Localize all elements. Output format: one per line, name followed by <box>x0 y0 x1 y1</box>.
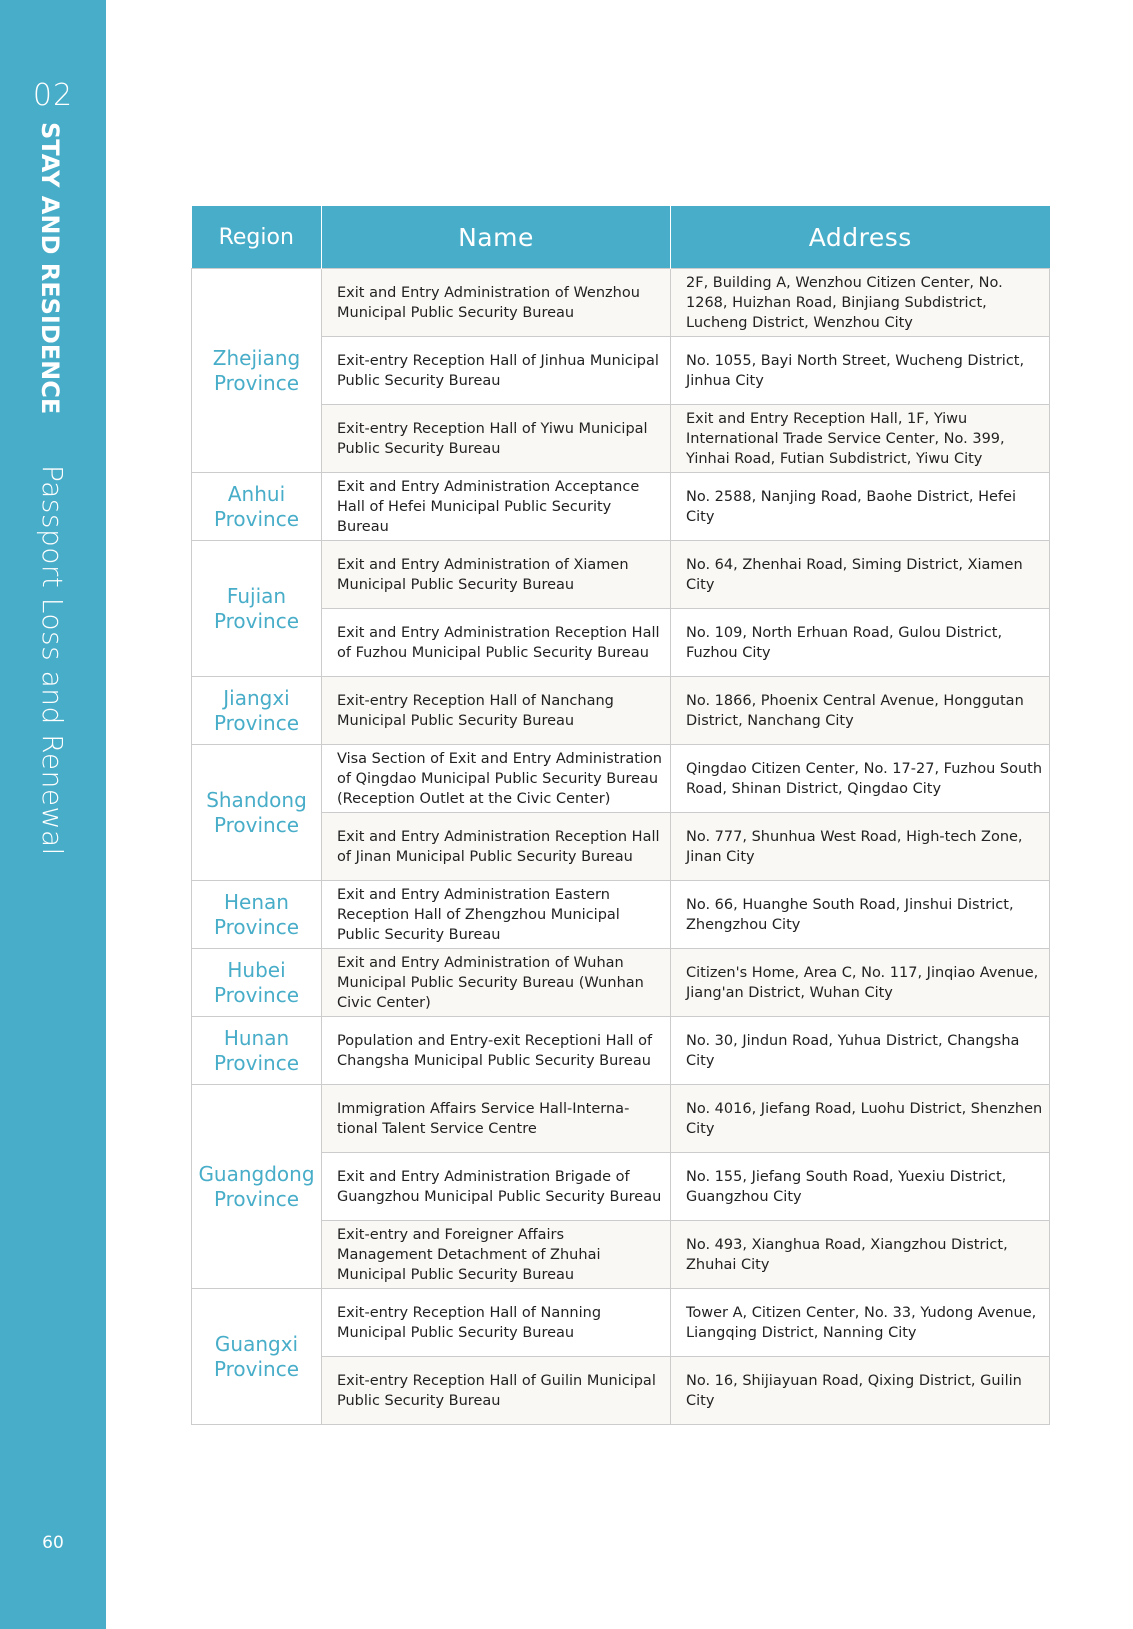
office-address-cell: No. 16, Shijiayuan Road, Qixing District, Guilin City <box>671 1357 1050 1425</box>
region-cell: Jiangxi Province <box>192 677 322 745</box>
table-row <box>192 473 1050 541</box>
office-name-cell: Exit and Entry Administration Reception Hall of Jinan Municipal Public Security Bureau <box>322 813 671 881</box>
office-name-cell: Exit-entry Reception Hall of Yiwu Municipal Public Security Bureau <box>322 405 671 473</box>
office-address-cell: No. 1055, Bayi North Street, Wucheng District, Jinhua City <box>671 337 1050 405</box>
region-cell: Shandong Province <box>192 745 322 881</box>
table-row <box>192 949 1050 1017</box>
region-cell: Zhejiang Province <box>192 269 322 473</box>
office-name-cell: Exit and Entry Administration Eastern Reception Hall of Zhengzhou Municipal Public Security Bureau <box>322 881 671 949</box>
office-name-cell: Exit-entry Reception Hall of Nanning Municipal Public Security Bureau <box>322 1289 671 1357</box>
region-cell: Guangdong Province <box>192 1085 322 1289</box>
chapter-number: 02 <box>32 78 74 113</box>
office-address-cell: No. 66, Huanghe South Road, Jinshui District, Zhengzhou City <box>671 881 1050 949</box>
office-name-cell: Population and Entry-exit Receptioni Hall of Changsha Municipal Public Security Bureau <box>322 1017 671 1085</box>
table-header-row <box>192 206 1050 269</box>
table-row <box>192 541 1050 609</box>
sidebar <box>0 0 106 1629</box>
office-name-cell: Exit-entry Reception Hall of Guilin Municipal Public Security Bureau <box>322 1357 671 1425</box>
table-body <box>192 269 1050 1425</box>
region-cell: Guangxi Province <box>192 1289 322 1425</box>
page-number: 60 <box>42 1533 64 1553</box>
region-cell: Henan Province <box>192 881 322 949</box>
table-row <box>192 677 1050 745</box>
office-name-cell: Exit-entry and Foreigner Affairs Management Detachment of Zhuhai Municipal Public Security Bureau <box>322 1221 671 1289</box>
office-table <box>191 206 1050 1425</box>
table-row <box>192 1085 1050 1153</box>
office-name-cell: Exit-entry Reception Hall of Nanchang Municipal Public Security Bureau <box>322 677 671 745</box>
office-name-cell: Exit and Entry Administration Acceptance Hall of Hefei Municipal Public Security Bureau <box>322 473 671 541</box>
office-address-cell: No. 4016, Jiefang Road, Luohu District, Shenzhen City <box>671 1085 1050 1153</box>
table-row <box>192 1289 1050 1357</box>
office-address-cell: No. 1866, Phoenix Central Avenue, Honggutan District, Nanchang City <box>671 677 1050 745</box>
office-address-cell: No. 155, Jiefang South Road, Yuexiu District, Guangzhou City <box>671 1153 1050 1221</box>
office-address-cell: Citizen's Home, Area C, No. 117, Jinqiao Avenue, Jiang'an District, Wuhan City <box>671 949 1050 1017</box>
office-name-cell: Exit and Entry Administration Reception Hall of Fuzhou Municipal Public Security Bureau <box>322 609 671 677</box>
office-name-cell: Exit and Entry Administration of Wuhan Municipal Public Security Bureau (Wunhan Civic Center) <box>322 949 671 1017</box>
office-address-cell: 2F, Building A, Wenzhou Citizen Center, No. 1268, Huizhan Road, Binjiang Subdistrict, Lucheng District, Wenzhou City <box>671 269 1050 337</box>
office-address-cell: Tower A, Citizen Center, No. 33, Yudong Avenue, Liangqing District, Nanning City <box>671 1289 1050 1357</box>
table-row <box>192 269 1050 337</box>
office-name-cell: Exit and Entry Administration of Xiamen Municipal Public Security Bureau <box>322 541 671 609</box>
office-name-cell: Visa Section of Exit and Entry Administration of Qingdao Municipal Public Security Bureau (Reception Outlet at the Civic Center) <box>322 745 671 813</box>
office-address-cell: No. 493, Xianghua Road, Xiangzhou District, Zhuhai City <box>671 1221 1050 1289</box>
office-address-cell: Qingdao Citizen Center, No. 17-27, Fuzhou South Road, Shinan District, Qingdao City <box>671 745 1050 813</box>
office-address-cell: No. 109, North Erhuan Road, Gulou District, Fuzhou City <box>671 609 1050 677</box>
office-address-cell: No. 64, Zhenhai Road, Siming District, Xiamen City <box>671 541 1050 609</box>
region-cell: Anhui Province <box>192 473 322 541</box>
office-name-cell: Exit and Entry Administration of Wenzhou Municipal Public Security Bureau <box>322 269 671 337</box>
office-address-cell: No. 2588, Nanjing Road, Baohe District, Hefei City <box>671 473 1050 541</box>
office-name-cell: Immigration Affairs Service Hall-Interna-tional Talent Service Centre <box>322 1085 671 1153</box>
topic-title: Passport Loss and Renewal <box>36 465 69 856</box>
region-cell: Fujian Province <box>192 541 322 677</box>
header-address: Address <box>671 206 1050 269</box>
office-address-cell: Exit and Entry Reception Hall, 1F, Yiwu International Trade Service Center, No. 399, Yinhai Road, Futian Subdistrict, Yiwu City <box>671 405 1050 473</box>
header-region: Region <box>192 206 322 269</box>
table-row <box>192 881 1050 949</box>
office-address-cell: No. 30, Jindun Road, Yuhua District, Changsha City <box>671 1017 1050 1085</box>
office-name-cell: Exit-entry Reception Hall of Jinhua Municipal Public Security Bureau <box>322 337 671 405</box>
region-cell: Hubei Province <box>192 949 322 1017</box>
table-row <box>192 1017 1050 1085</box>
office-name-cell: Exit and Entry Administration Brigade of Guangzhou Municipal Public Security Bureau <box>322 1153 671 1221</box>
region-cell: Hunan Province <box>192 1017 322 1085</box>
header-name: Name <box>322 206 671 269</box>
table-row <box>192 745 1050 813</box>
section-title: STAY AND RESIDENCE <box>36 122 64 415</box>
office-address-cell: No. 777, Shunhua West Road, High-tech Zone, Jinan City <box>671 813 1050 881</box>
